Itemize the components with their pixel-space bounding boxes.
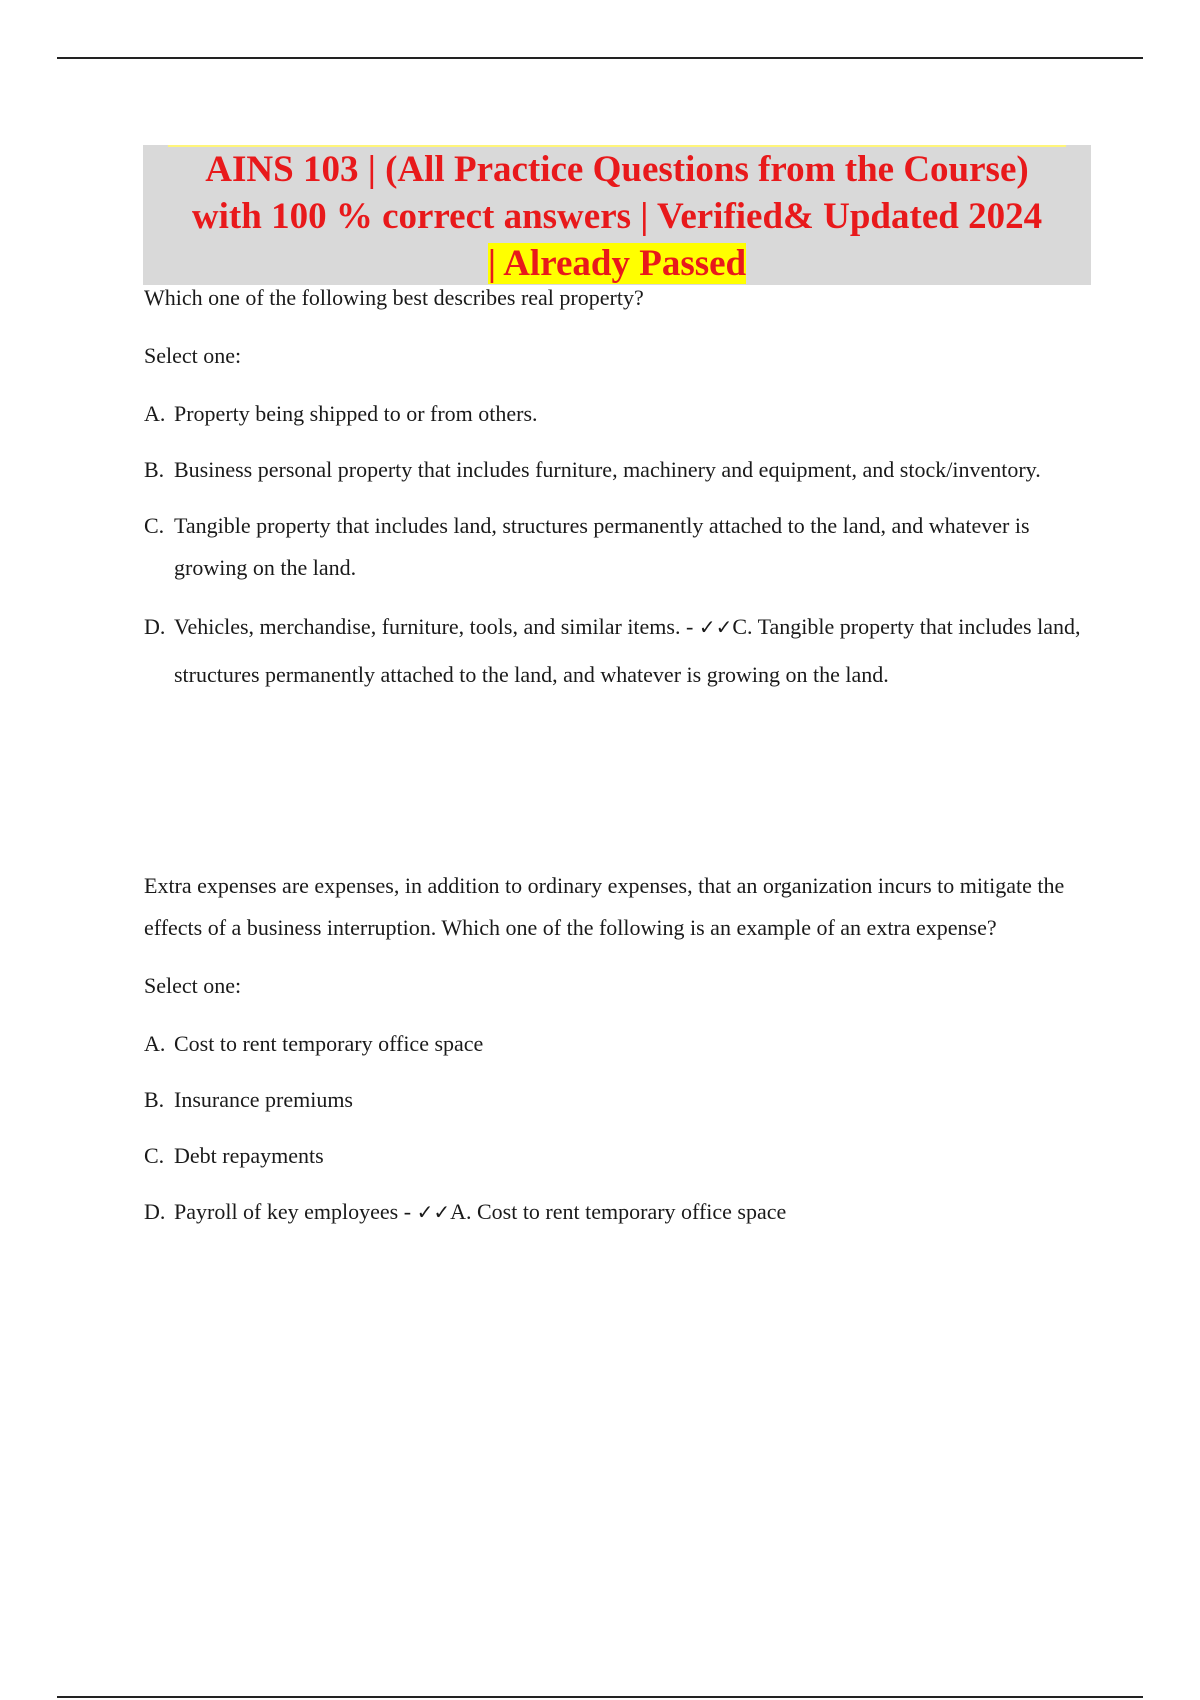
option-text: Tangible property that includes land, structures permanently attached to the land, and whatever is growing on the land. bbox=[174, 513, 1030, 580]
option-b bbox=[144, 1079, 1084, 1121]
checkmark-icon: ✓✓ bbox=[698, 615, 733, 639]
footer-rule bbox=[57, 1696, 1143, 1698]
question-2 bbox=[144, 865, 1084, 1247]
document-title bbox=[143, 146, 1091, 287]
option-c bbox=[144, 505, 1084, 589]
option-text: Vehicles, merchandise, furniture, tools, and similar items. bbox=[174, 614, 681, 639]
option-b bbox=[144, 449, 1084, 491]
answer-separator: - bbox=[398, 1199, 417, 1224]
question-stem: Which one of the following best describes real property? bbox=[144, 285, 644, 310]
option-letter: C. bbox=[144, 1143, 165, 1168]
title-line-2: with 100 % correct answers | Verified& Updated 2024 bbox=[191, 196, 1043, 237]
checkmark-icon: ✓✓ bbox=[416, 1200, 451, 1224]
option-text: Payroll of key employees bbox=[174, 1199, 399, 1224]
select-one-label: Select one: bbox=[144, 973, 242, 998]
option-letter: C. bbox=[144, 513, 165, 538]
option-letter: A. bbox=[144, 1031, 166, 1056]
option-letter: A. bbox=[144, 401, 166, 426]
correct-answer: C. Tangible property that includes land, structures permanently attached to the land, and whatever is growing on the land. bbox=[174, 614, 1081, 687]
option-text: Insurance premiums bbox=[174, 1087, 353, 1112]
question-stem: Extra expenses are expenses, in addition to ordinary expenses, that an organization incurs to mitigate the effects of a business interruption. Which one of the following is an example of an extra expense? bbox=[144, 873, 1065, 940]
title-line-3: | Already Passed bbox=[487, 243, 747, 284]
option-letter: D. bbox=[144, 1199, 166, 1224]
question-1 bbox=[144, 277, 1084, 713]
option-a bbox=[144, 393, 1084, 435]
correct-answer: A. Cost to rent temporary office space bbox=[450, 1199, 787, 1224]
select-one-label: Select one: bbox=[144, 343, 242, 368]
option-text: Cost to rent temporary office space bbox=[174, 1031, 484, 1056]
header-rule bbox=[57, 57, 1143, 59]
option-a bbox=[144, 1023, 1084, 1065]
option-letter: B. bbox=[144, 457, 165, 482]
option-c bbox=[144, 1135, 1084, 1177]
option-letter: D. bbox=[144, 614, 166, 639]
answer-separator: - bbox=[680, 614, 699, 639]
option-d bbox=[144, 603, 1084, 699]
option-d bbox=[144, 1191, 1084, 1233]
option-letter: B. bbox=[144, 1087, 165, 1112]
option-text: Property being shipped to or from others. bbox=[174, 401, 538, 426]
option-text: Debt repayments bbox=[174, 1143, 324, 1168]
title-line-1: AINS 103 | (All Practice Questions from the Course) bbox=[205, 149, 1029, 190]
option-text: Business personal property that includes furniture, machinery and equipment, and stock/inventory. bbox=[174, 457, 1041, 482]
